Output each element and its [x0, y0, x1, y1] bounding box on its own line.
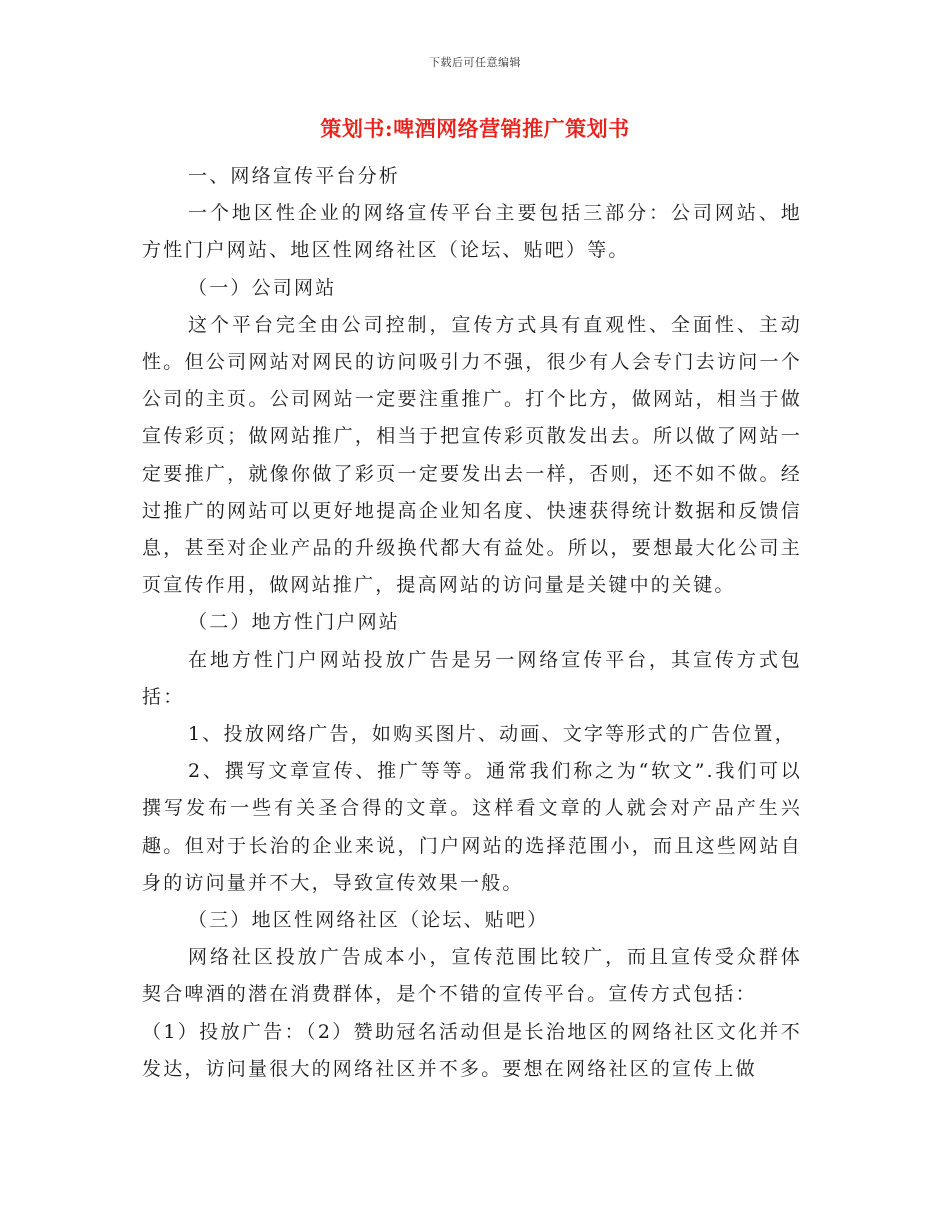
- list-item: 1、投放网络广告，如购买图片、动画、文字等形式的广告位置，: [188, 723, 796, 746]
- document-title: 策划书:啤酒网络营销推广策划书: [320, 116, 630, 141]
- paragraph: 网络社区投放广告成本小，宣传范围比较广，而且宣传受众群体契合啤酒的潜在消费群体，是个不错的宣传平台。宣传方式包括：: [142, 946, 802, 1006]
- document-body: [142, 158, 802, 1088]
- header-note: 下载后可任意编辑: [429, 56, 521, 69]
- subsection-heading: （二）地方性门户网站: [188, 611, 401, 634]
- section-heading: 一、网络宣传平台分析: [188, 165, 401, 187]
- paragraph: （1）投放广告：（2）赞助冠名活动但是长治地区的网络社区文化并不发达，访问量很大的网络社区并不多。要想在网络社区的宣传上做: [142, 1020, 802, 1080]
- subsection-heading: （三）地区性网络社区（论坛、贴吧）: [188, 909, 549, 932]
- subsection-heading: （一）公司网站: [188, 276, 337, 299]
- paragraph: 在地方性门户网站投放广告是另一网络宣传平台，其宣传方式包括：: [142, 648, 802, 708]
- list-item: 2、撰写文章宣传、推广等等。通常我们称之为“软文”.我们可以撰写发布一些有关圣合得的文章。这样看文章的人就会对产品产生兴趣。但对于长治的企业来说，门户网站的选择范围小，而且这些网站自身的访问量并不大，导致宣传效果一般。: [142, 760, 802, 894]
- paragraph: 一个地区性企业的网络宣传平台主要包括三部分：公司网站、地方性门户网站、地区性网络社区（论坛、贴吧）等。: [142, 202, 802, 262]
- paragraph: 这个平台完全由公司控制，宣传方式具有直观性、全面性、主动性。但公司网站对网民的访问吸引力不强，很少有人会专门去访问一个公司的主页。公司网站一定要注重推广。打个比方，做网站，相当于做宣传彩页；做网站推广，相当于把宣传彩页散发出去。所以做了网站一定要推广，就像你做了彩页一定要发出去一样，否则，还不如不做。经过推广的网站可以更好地提高企业知名度、快速获得统计数据和反馈信息，甚至对企业产品的升级换代都大有益处。所以，要想最大化公司主页宣传作用，做网站推广，提高网站的访问量是关键中的关键。: [142, 313, 802, 597]
